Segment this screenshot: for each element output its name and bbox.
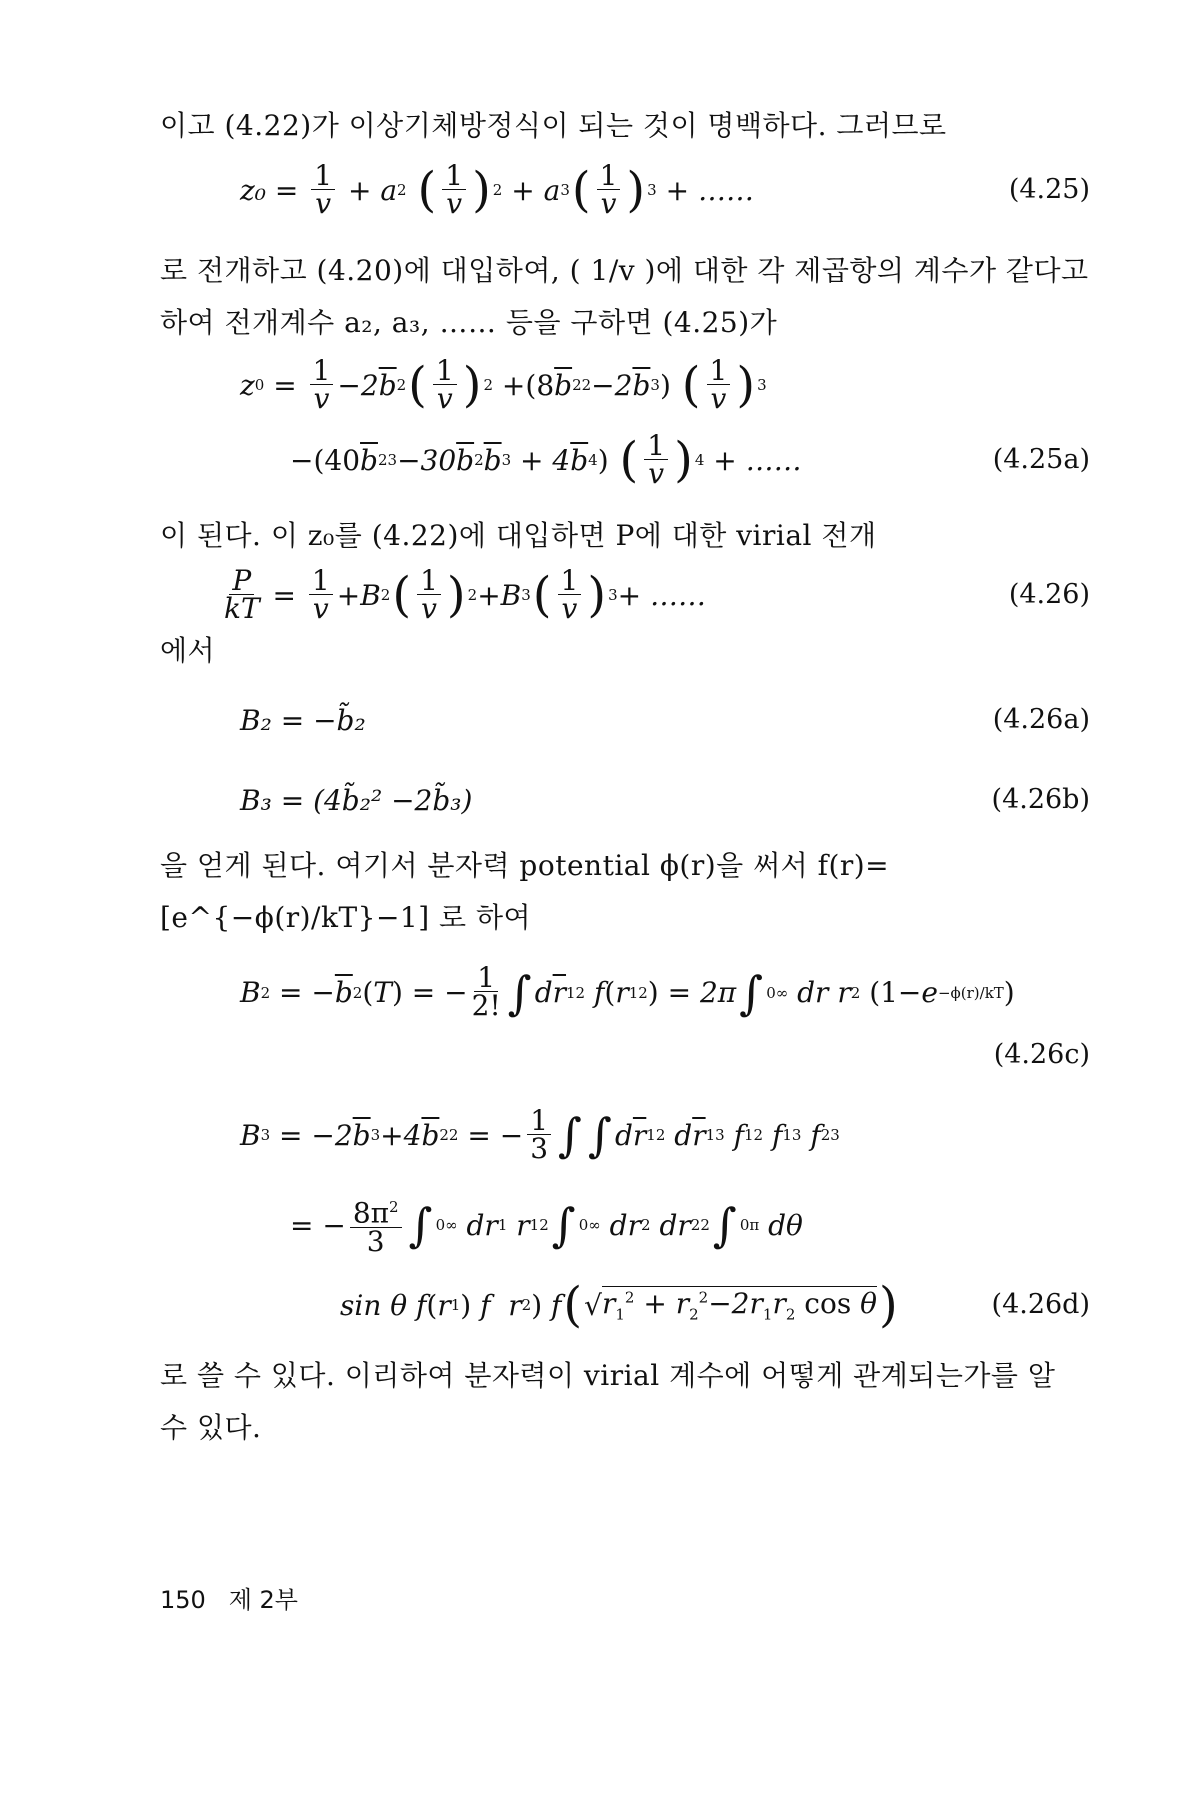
paragraph-1: 이고 (4.22)가 이상기체방정식이 되는 것이 명백하다. 그러므로 bbox=[160, 109, 947, 142]
paragraph-3: 이 된다. 이 z₀를 (4.22)에 대입하면 P에 대한 virial 전개 bbox=[160, 519, 877, 552]
equation-4-25a-line2: − (40 $\overline{b}$ 2 3 −30 $\overline{b}$ 2 $\overline{b}$ 3 + 4 $\overline{b}$ 4 ) ( $\frac{1}{v}$ ) 4 + …… (4.25a) bbox=[290, 428, 1090, 490]
equation-number: (4.26a) bbox=[992, 704, 1090, 735]
equation-number: (4.26b) bbox=[991, 784, 1090, 815]
equation-number: (4.25) bbox=[1008, 174, 1090, 205]
equation-4-25a-line1: z 0 = $\frac{1}{v}$ −2 $\overline{b}$ 2 ( $\frac{1}{v}$ ) 2 + (8 $\overline{b}$ 2 2 −2 $\overline{b}$ 3 ) ( $\frac{1}{v}$ ) 3 bbox=[240, 353, 767, 415]
equation-4-26a: B₂ = −b̃₂ (4.26a) bbox=[160, 690, 1090, 750]
equation-4-26c-number-row bbox=[160, 1025, 1090, 1085]
equation-4-26d-line2: = − $\frac{8\pi^2}{3}$ ∫ 0 ∞ dr 1 r 1 2 ∫ 0 ∞ dr 2 dr 2 2 ∫ 0 π dθ bbox=[160, 1190, 1090, 1260]
equation-number: (4.26d) bbox=[991, 1289, 1090, 1320]
equation-4-26d-line1: B 3 = −2 $\overline{b}$ 3 +4 $\overline{b}$ 2 2 = − $\frac{1}{3}$ ∫ ∫ d $\overline{r}$ 12 d $\overline{r}$ 13 f 12 f 13 f 23 bbox=[240, 1103, 840, 1165]
part-label: 제 2부 bbox=[228, 1586, 298, 1614]
paragraph-5: 을 얻게 된다. 여기서 분자력 potential ϕ(r)을 써서 f(r)= [e^{−ϕ(r)/kT}−1] 로 하여 bbox=[160, 849, 890, 934]
page-number: 150 bbox=[160, 1586, 206, 1614]
paragraph-2: 로 전개하고 (4.20)에 대입하여, ( 1/v )에 대한 각 제곱항의 계수가 같다고 하여 전개계수 a₂, a₃, …… 등을 구하면 (4.25)가 bbox=[160, 254, 1089, 339]
equation-number: (4.25a) bbox=[992, 444, 1090, 475]
page-footer bbox=[160, 1580, 298, 1615]
equation-4-26d-line3: sin θ f ( r 1 ) f r 2 ) f ( √ $r_1^2 + r_2^2-2r_1r_2$ cos θ ) (4.26d) bbox=[340, 1277, 1090, 1333]
equation-4-25: z₀ = $\frac{1}{v}$ + a 2 ( $\frac{1}{v}$ ) 2 + a 3 ( $\frac{1}{v}$ ) 3 + …… (4.25) bbox=[240, 158, 1090, 220]
equation-4-26c: B 2 = − $\overline{b}$ 2 ( T ) = − $\frac{1}{2!}$ ∫ d $\overline{r}$ 12 f ( r 12 ) = 2π ∫ 0 ∞ dr r 2 (1− e −ϕ(r)/kT ) bbox=[240, 961, 1015, 1022]
paragraph-6: 로 쓸 수 있다. 이리하여 분자력이 virial 계수에 어떻게 관계되는가를 알 수 있다. bbox=[160, 1359, 1056, 1444]
paragraph-4: 에서 bbox=[160, 634, 216, 667]
equation-number: (4.26) bbox=[1008, 579, 1090, 610]
equation-4-26b: B₃ = (4b̃₂² −2b̃₃) (4.26b) bbox=[160, 770, 1090, 830]
equation-4-26: $\frac{P}{kT}$ = $\frac{1}{v}$ +B 2 ( $\frac{1}{v}$ ) 2 +B 3 ( $\frac{1}{v}$ ) 3 + …… (4.26) bbox=[224, 563, 1090, 625]
equation-number: (4.26c) bbox=[993, 1039, 1090, 1070]
